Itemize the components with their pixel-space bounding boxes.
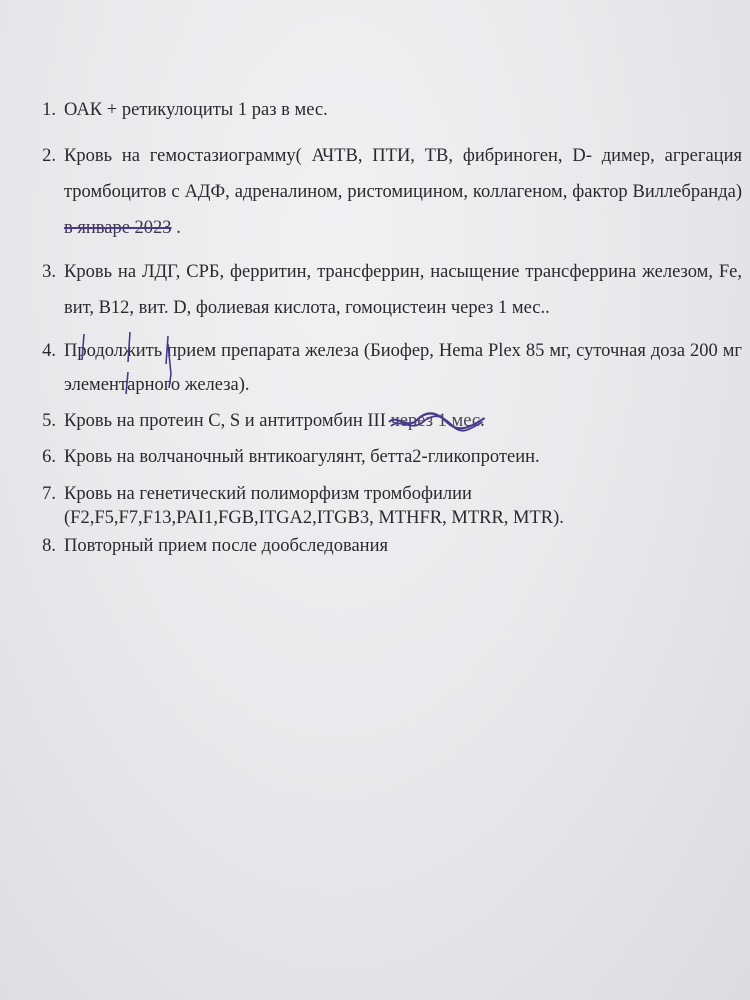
list-item bbox=[30, 138, 742, 246]
item-tail: . bbox=[171, 218, 181, 238]
list-item bbox=[30, 534, 742, 558]
item-text: Кровь на протеин С, S и антитромбин III bbox=[64, 411, 386, 431]
recommendations-list bbox=[30, 92, 742, 558]
item-number: 4. bbox=[42, 341, 56, 361]
item-text: Кровь на генетический полиморфизм тромбофилии (F2,F5,F7,F13,PAI1,FGB,ITGA2,ITGB3, MTHFR, MTRR, MTR). bbox=[64, 484, 564, 528]
item-number: 6. bbox=[42, 447, 56, 467]
list-item bbox=[30, 404, 742, 438]
struck-text: в январе 2023 bbox=[64, 218, 172, 238]
item-text: Кровь на волчаночный внтикоагулянт, бетта2-гликопротеин. bbox=[64, 447, 540, 467]
list-item bbox=[30, 254, 742, 326]
item-number: 8. bbox=[42, 536, 56, 556]
item-number: 2. bbox=[42, 146, 56, 166]
item-text: ОАК + ретикулоциты 1 раз в мес. bbox=[64, 100, 328, 120]
list-item bbox=[30, 334, 742, 402]
item-text: Повторный прием после дообследования bbox=[64, 536, 388, 556]
item-text-block bbox=[64, 138, 742, 246]
scribbled-text bbox=[391, 404, 481, 438]
item-number: 1. bbox=[42, 100, 56, 120]
item-text: Продолжить прием препарата железа (Биофер, Hema Plex 85 мг, суточная доза 200 мг элементарного железа). bbox=[64, 341, 742, 395]
item-text-block bbox=[64, 404, 742, 438]
item-number: 3. bbox=[42, 262, 56, 282]
item-number: 7. bbox=[42, 484, 56, 504]
list-item bbox=[30, 92, 742, 128]
item-text: Кровь на гемостазиограмму( АЧТВ, ПТИ, ТВ, фибриноген, D- димер, агрегация тромбоцитов с АДФ, адреналином, ристомицином, коллагеном, фактор Виллебранда) bbox=[64, 146, 742, 202]
list-item bbox=[30, 482, 742, 530]
item-text: Кровь на ЛДГ, СРБ, ферритин, трансферрин, насыщение трансферрина железом, Fe, вит, В12, вит. D, фолиевая кислота, гомоцистеин через 1 мес.. bbox=[64, 262, 742, 318]
item-number: 5. bbox=[42, 411, 56, 431]
item-tail: . bbox=[480, 411, 485, 431]
struck-text: через 1 мес bbox=[390, 411, 481, 431]
item-text-block bbox=[64, 334, 742, 402]
list-item bbox=[30, 440, 742, 474]
